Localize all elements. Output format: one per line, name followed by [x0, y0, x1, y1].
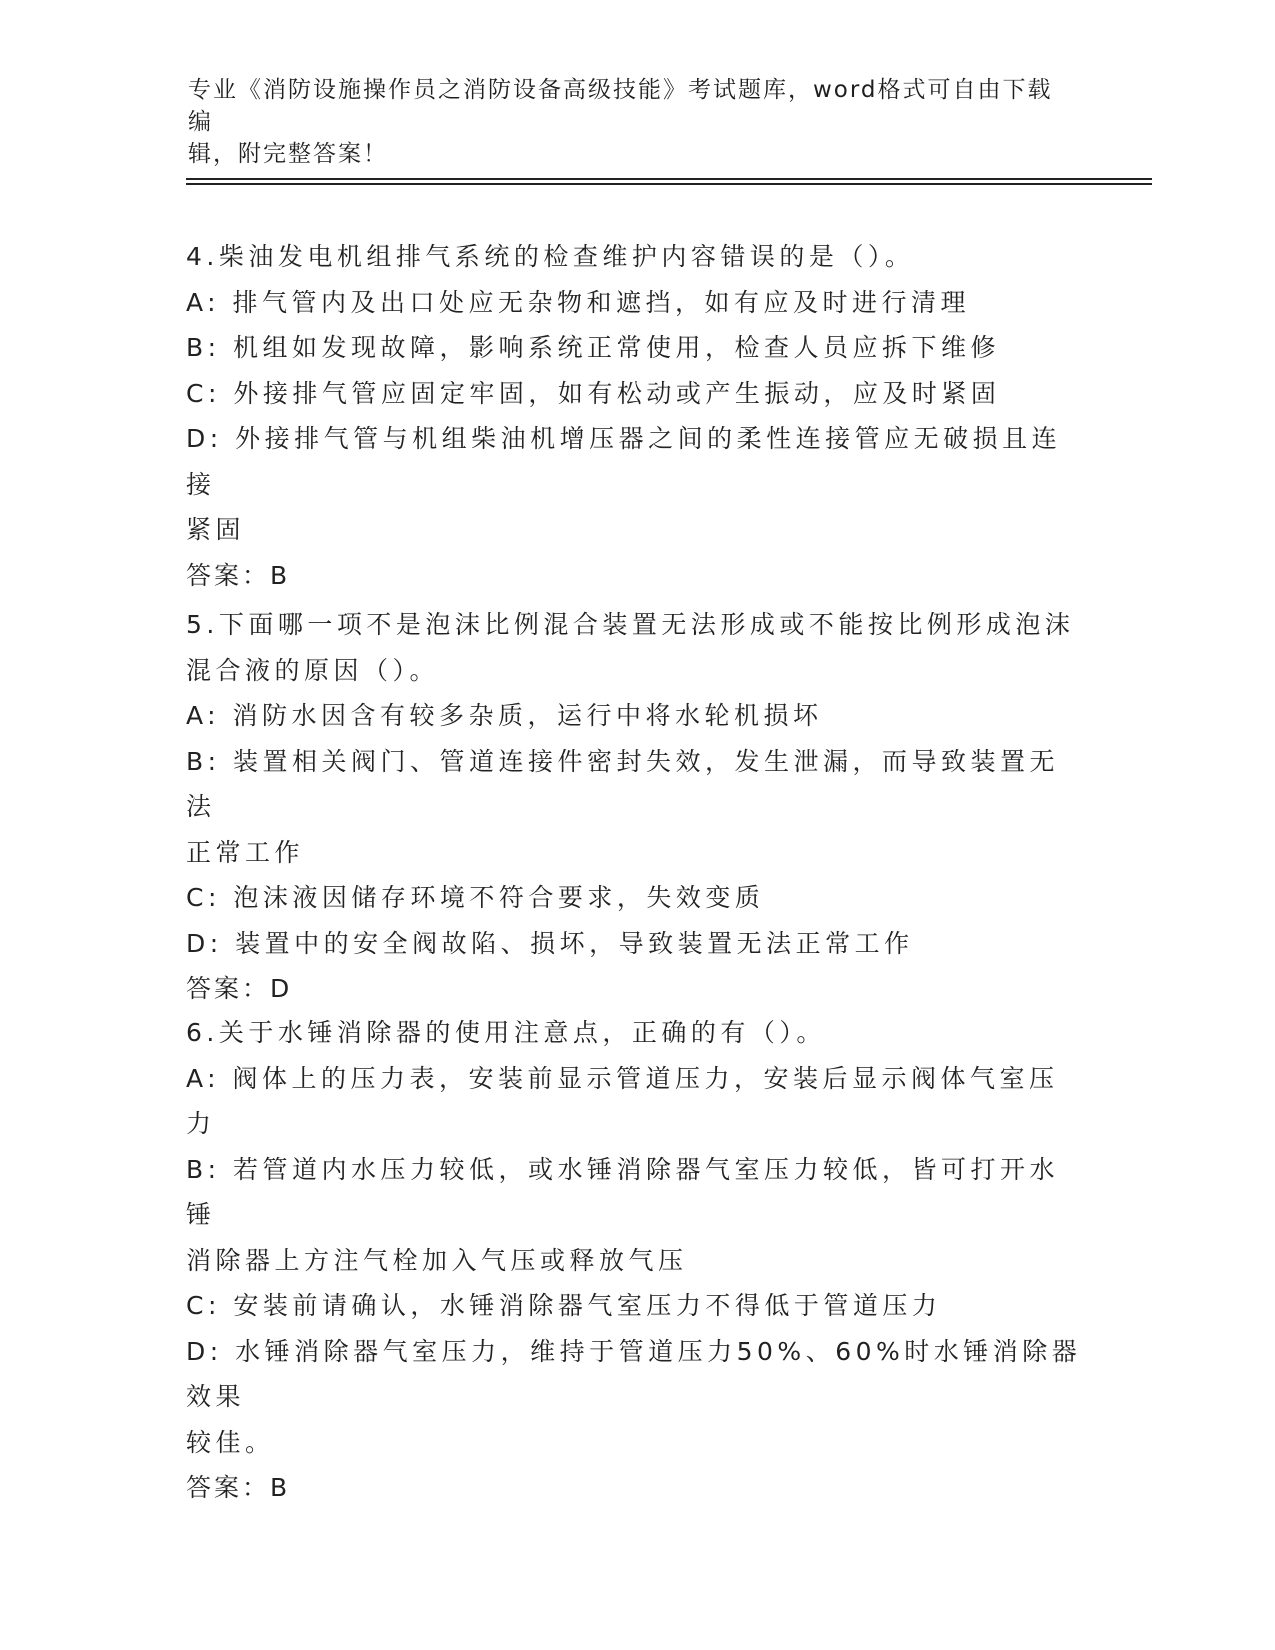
option-a: A: 排气管内及出口处应无杂物和遮挡，如有应及时进行清理: [186, 287, 971, 317]
option-d-continued: 紧固: [186, 515, 246, 544]
option-c: C: 泡沫液因储存环境不符合要求，失效变质: [186, 883, 765, 912]
option-b-continued: 消除器上方注气栓加入气压或释放气压: [186, 1245, 688, 1275]
option-a: A: 消防水因含有较多杂质，运行中将水轮机损坏: [186, 701, 823, 730]
answer: 答案：B: [186, 1473, 291, 1502]
option-c: C: 外接排气管应固定牢固，如有松动或产生振动，应及时紧固: [186, 378, 1001, 408]
header-divider-bottom: [186, 183, 1152, 185]
option-d: D: 装置中的安全阀故陷、损坏，导致装置无法正常工作: [186, 928, 914, 958]
option-c: C: 安装前请确认，水锤消除器气室压力不得低于管道压力: [186, 1291, 942, 1320]
option-d: D: 外接排气管与机组柴油机增压器之间的柔性连接管应无破损且连接: [186, 424, 1062, 499]
option-a: A: 阀体上的压力表，安装前显示管道压力，安装后显示阀体气室压力: [186, 1063, 1059, 1138]
option-b-continued: 正常工作: [186, 837, 305, 867]
question-4: [186, 234, 1086, 598]
option-b: B: 机组如发现故障，影响系统正常使用，检查人员应拆下维修: [186, 333, 1001, 362]
question-stem: 6.关于水锤消除器的使用注意点，正确的有（）。: [186, 1018, 826, 1047]
option-b: B: 若管道内水压力较低，或水锤消除器气室压力较低，皆可打开水锤: [186, 1154, 1060, 1229]
header-line-1: 专业《消防设施操作员之消防设备高级技能》考试题库，word格式可自由下载编: [188, 77, 1053, 135]
document-header: [188, 74, 1068, 170]
option-d: D: 水锤消除器气室压力，维持于管道压力50%、60%时水锤消除器效果: [186, 1336, 1082, 1411]
answer: 答案：D: [186, 974, 293, 1003]
header-line-2: 辑，附完整答案！: [188, 141, 388, 167]
header-divider-top: [186, 178, 1152, 180]
answer: 答案：B: [186, 560, 291, 590]
question-5: [186, 602, 1086, 1012]
question-stem-continued: 混合液的原因（）。: [186, 655, 440, 685]
option-b: B: 装置相关阀门、管道连接件密封失效，发生泄漏，而导致装置无法: [186, 746, 1060, 821]
question-stem: 4.柴油发电机组排气系统的检查维护内容错误的是（）。: [186, 242, 915, 271]
question-stem: 5.下面哪一项不是泡沫比例混合装置无法形成或不能按比例形成泡沫: [186, 610, 1075, 639]
option-d-continued: 较佳。: [186, 1427, 275, 1457]
question-6: [186, 1010, 1086, 1511]
